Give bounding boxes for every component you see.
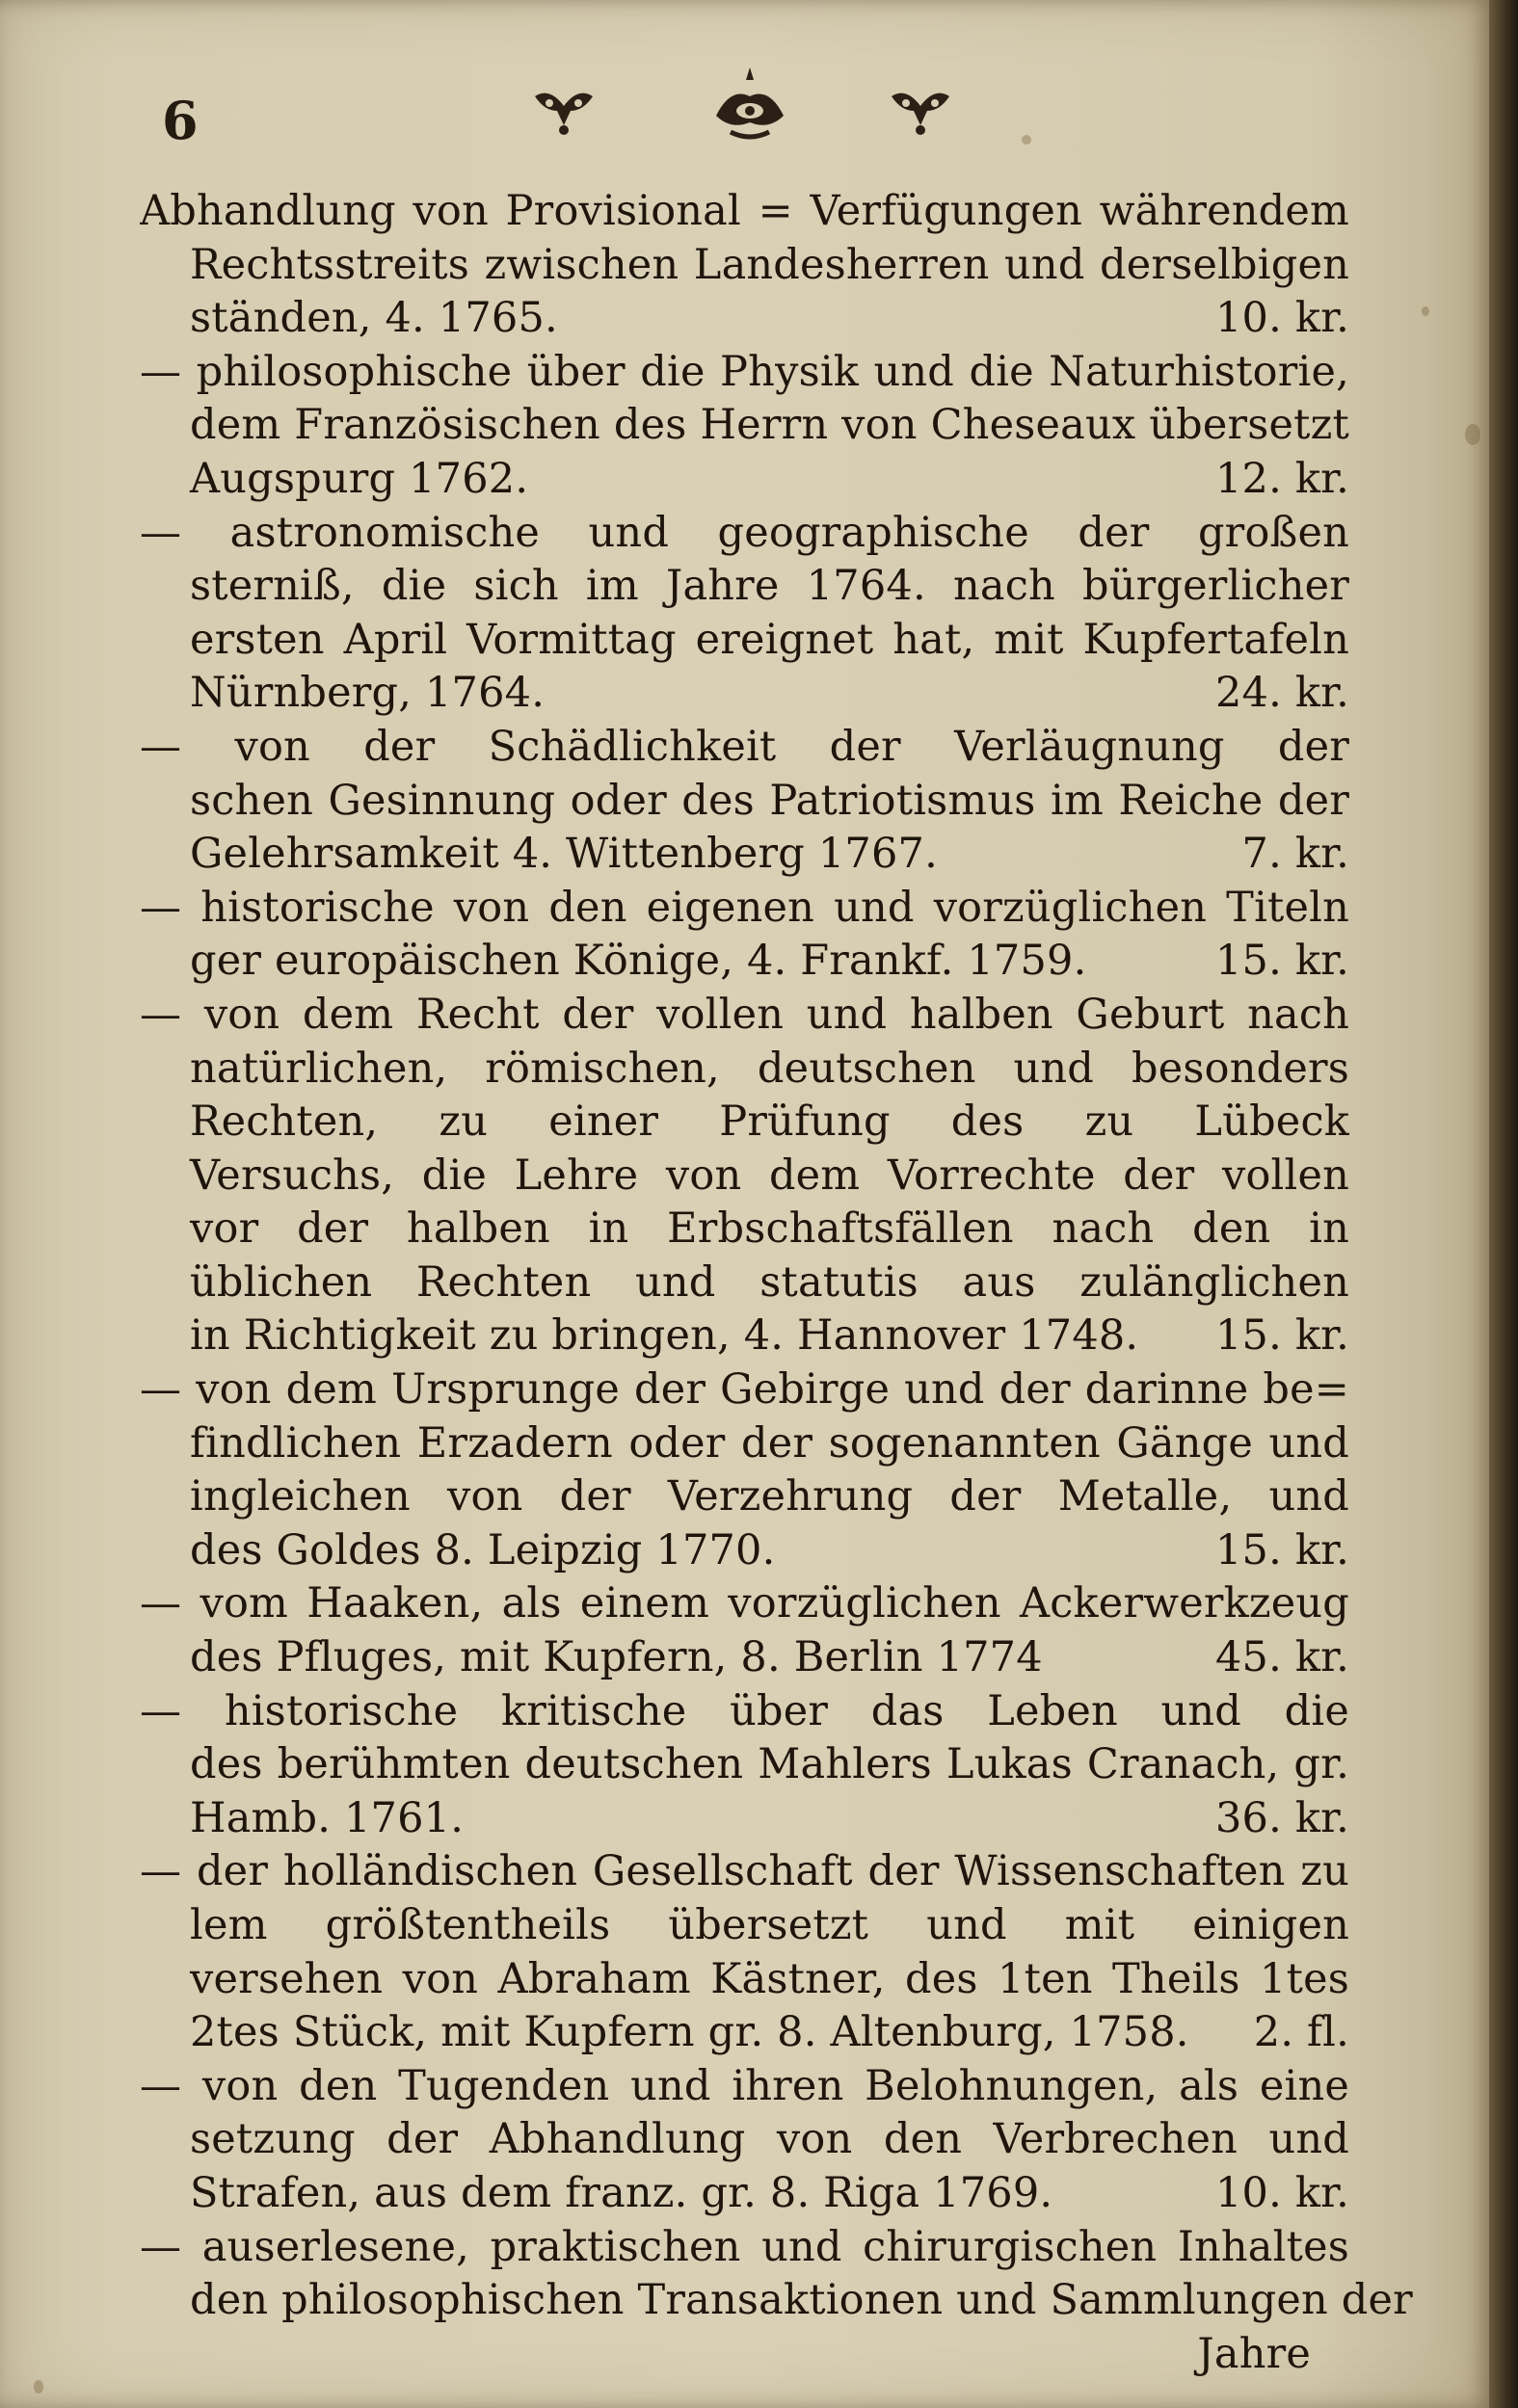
entry-line [140, 2113, 1349, 2167]
entry-line [140, 346, 1349, 400]
entry-line [140, 828, 1349, 882]
entry-text: den philosophischen Transaktionen und Sammlungen der [190, 2276, 1413, 2325]
catalog-entries [140, 185, 1413, 2381]
entry-line [140, 1524, 1349, 1578]
entry-line [140, 1043, 1349, 1097]
catalog-entry [140, 1685, 1349, 1846]
entry-line [140, 1470, 1349, 1524]
entry-text: versehen von Abraham Kästner, des 1ten Theils 1tes [190, 1954, 1349, 2003]
entry-text: — von dem Recht der vollen und halben Geburt nach [140, 990, 1349, 1039]
entry-text: ger europäischen Könige, 4. Frankf. 1759. [190, 937, 1087, 986]
entry-line [140, 1845, 1349, 1899]
entry-text: ständen, 4. 1765. [190, 294, 558, 343]
entry-line [140, 1792, 1349, 1846]
entry-line [140, 1685, 1349, 1739]
entry-text: vor der halben in Erbschaftsfällen nach den in [190, 1204, 1349, 1254]
entry-text: ingleichen von der Verzehrung der Metalle, und [190, 1472, 1349, 1522]
entry-text: Augspurg 1762. [190, 454, 529, 503]
catalog-entry [140, 721, 1349, 882]
catalog-entry [140, 882, 1349, 989]
entry-text: — vom Haaken, als einem vorzüglichen Ackerwerkzeug [140, 1579, 1349, 1628]
entry-price: 45. kr. [1214, 1633, 1349, 1682]
entry-text: — der holländischen Gesellschaft der Wissenschaften zu [140, 1847, 1349, 1896]
entry-text: des Pfluges, mit Kupfern, 8. Berlin 1774 [190, 1633, 1043, 1682]
catalog-entry [140, 1577, 1349, 1684]
entry-text: des Goldes 8. Leipzig 1770. [190, 1525, 776, 1574]
page-number: 6 [162, 90, 199, 151]
entry-line [140, 721, 1349, 775]
entry-line [140, 1738, 1349, 1792]
entry-line [140, 2274, 1413, 2328]
entry-text: Abhandlung von Provisional = Verfügungen währendem [140, 187, 1349, 235]
entry-line [140, 2167, 1349, 2221]
catalog-entry [140, 507, 1349, 721]
entry-line [140, 453, 1349, 507]
entry-line [140, 185, 1349, 239]
entry-line [140, 667, 1349, 721]
entry-text: — von den Tugenden und ihren Belohnungen, als eine [140, 2061, 1349, 2110]
catalog-entry [140, 185, 1349, 346]
entry-line [140, 1899, 1349, 1953]
catalog-entry [140, 1363, 1349, 1577]
entry-text: setzung der Abhandlung von den Verbrechen und [190, 2115, 1349, 2164]
entry-line [140, 507, 1349, 561]
entry-price: 10. kr. [1214, 294, 1349, 343]
entry-text: dem Französischen des Herrn von Cheseaux übersetzt [190, 401, 1349, 450]
fleuron-center-icon [702, 63, 798, 149]
entry-text: Gelehrsamkeit 4. Wittenberg 1767. [190, 830, 938, 879]
entry-text: — von dem Ursprunge der Gebirge und der darinne be= [140, 1365, 1349, 1415]
entry-line [140, 1577, 1349, 1631]
entry-line [140, 1257, 1349, 1310]
entry-line [140, 935, 1349, 989]
entry-price: 7. kr. [1241, 830, 1349, 879]
catalog-entry [140, 346, 1349, 507]
catchword: Jahre [1197, 2329, 1311, 2378]
entry-line [140, 1363, 1349, 1417]
entry-text: — auserlesene, praktischen und chirurgischen Inhaltes [140, 2222, 1349, 2271]
entry-text: lem größtentheils übersetzt und mit einigen [190, 1901, 1349, 1949]
stain [1422, 306, 1429, 316]
stain [1465, 424, 1480, 445]
entry-price: 12. kr. [1214, 454, 1349, 503]
entry-line [140, 1631, 1349, 1685]
entry-line [140, 2221, 1349, 2275]
entry-text: schen Gesinnung oder des Patriotismus im Reiche der [190, 776, 1349, 825]
entry-text: Rechten, zu einer Prüfung des zu Lübeck [190, 1098, 1349, 1147]
entry-line [140, 1096, 1349, 1150]
entry-line [140, 1953, 1349, 2007]
entry-price: 36. kr. [1214, 1793, 1349, 1842]
entry-price: 15. kr. [1214, 1525, 1349, 1574]
entry-line [140, 2006, 1349, 2060]
entry-text: — historische kritische über das Leben und die [140, 1686, 1349, 1735]
stain [34, 2380, 43, 2394]
page-header [145, 82, 1359, 159]
book-spine [1489, 0, 1518, 2408]
entry-text: des berühmten deutschen Mahlers Lukas Cranach, gr. [190, 1740, 1349, 1789]
entry-price: 15. kr. [1214, 1311, 1349, 1361]
entry-text: Versuchs, die Lehre von dem Vorrechte der vollen [190, 1151, 1349, 1200]
entry-line [140, 2060, 1349, 2114]
entry-text: Strafen, aus dem franz. gr. 8. Riga 1769. [190, 2168, 1053, 2217]
entry-text: üblichen Rechten und statutis aus zulänglichen [190, 1257, 1349, 1307]
entry-line [140, 775, 1349, 829]
entry-text: — von der Schädlichkeit der Verläugnung der [140, 722, 1349, 771]
entry-text: Rechtsstreits zwischen Landesherren und derselbigen [190, 240, 1349, 289]
entry-price: 2. fl. [1253, 2008, 1349, 2057]
entry-text: findlichen Erzadern oder der sogenannten Gänge und [190, 1418, 1349, 1468]
entry-line [140, 1417, 1349, 1471]
entry-line [140, 292, 1349, 346]
entry-text: in Richtigkeit zu bringen, 4. Hannover 1748. [190, 1311, 1139, 1361]
fleuron-left-icon [530, 82, 598, 140]
entry-text: Nürnberg, 1764. [190, 669, 546, 718]
entry-text: — astronomische und geographische der großen [140, 508, 1349, 557]
catalog-entry [140, 989, 1349, 1363]
entry-text: 2tes Stück, mit Kupfern gr. 8. Altenburg, 1758. [190, 2008, 1189, 2057]
entry-line [140, 614, 1349, 668]
catalog-entry [140, 2060, 1349, 2221]
entry-line [140, 1310, 1349, 1363]
entry-price: 10. kr. [1214, 2168, 1349, 2217]
entry-line [140, 1150, 1349, 1204]
entry-text: natürlichen, römischen, deutschen und besonders [190, 1044, 1349, 1093]
entry-price: 24. kr. [1214, 669, 1349, 718]
catalog-entry [140, 2221, 1413, 2328]
entry-text: sterniß, die sich im Jahre 1764. nach bürgerlicher [190, 562, 1349, 611]
entry-line [140, 989, 1349, 1043]
entry-text: ersten April Vormittag ereignet hat, mit Kupfertafeln [190, 615, 1349, 664]
entry-text: — philosophische über die Physik und die Naturhistorie, [140, 347, 1349, 396]
fleuron-right-icon [887, 82, 954, 140]
entry-text: — historische von den eigenen und vorzüglichen Titeln [140, 883, 1349, 932]
entry-price: 15. kr. [1214, 937, 1349, 986]
entry-text: Hamb. 1761. [190, 1793, 465, 1842]
entry-line [140, 1203, 1349, 1257]
entry-line [140, 560, 1349, 614]
entry-line [140, 882, 1349, 936]
entry-line [140, 399, 1349, 453]
entry-line [140, 239, 1349, 293]
catalog-entry [140, 1845, 1349, 2059]
